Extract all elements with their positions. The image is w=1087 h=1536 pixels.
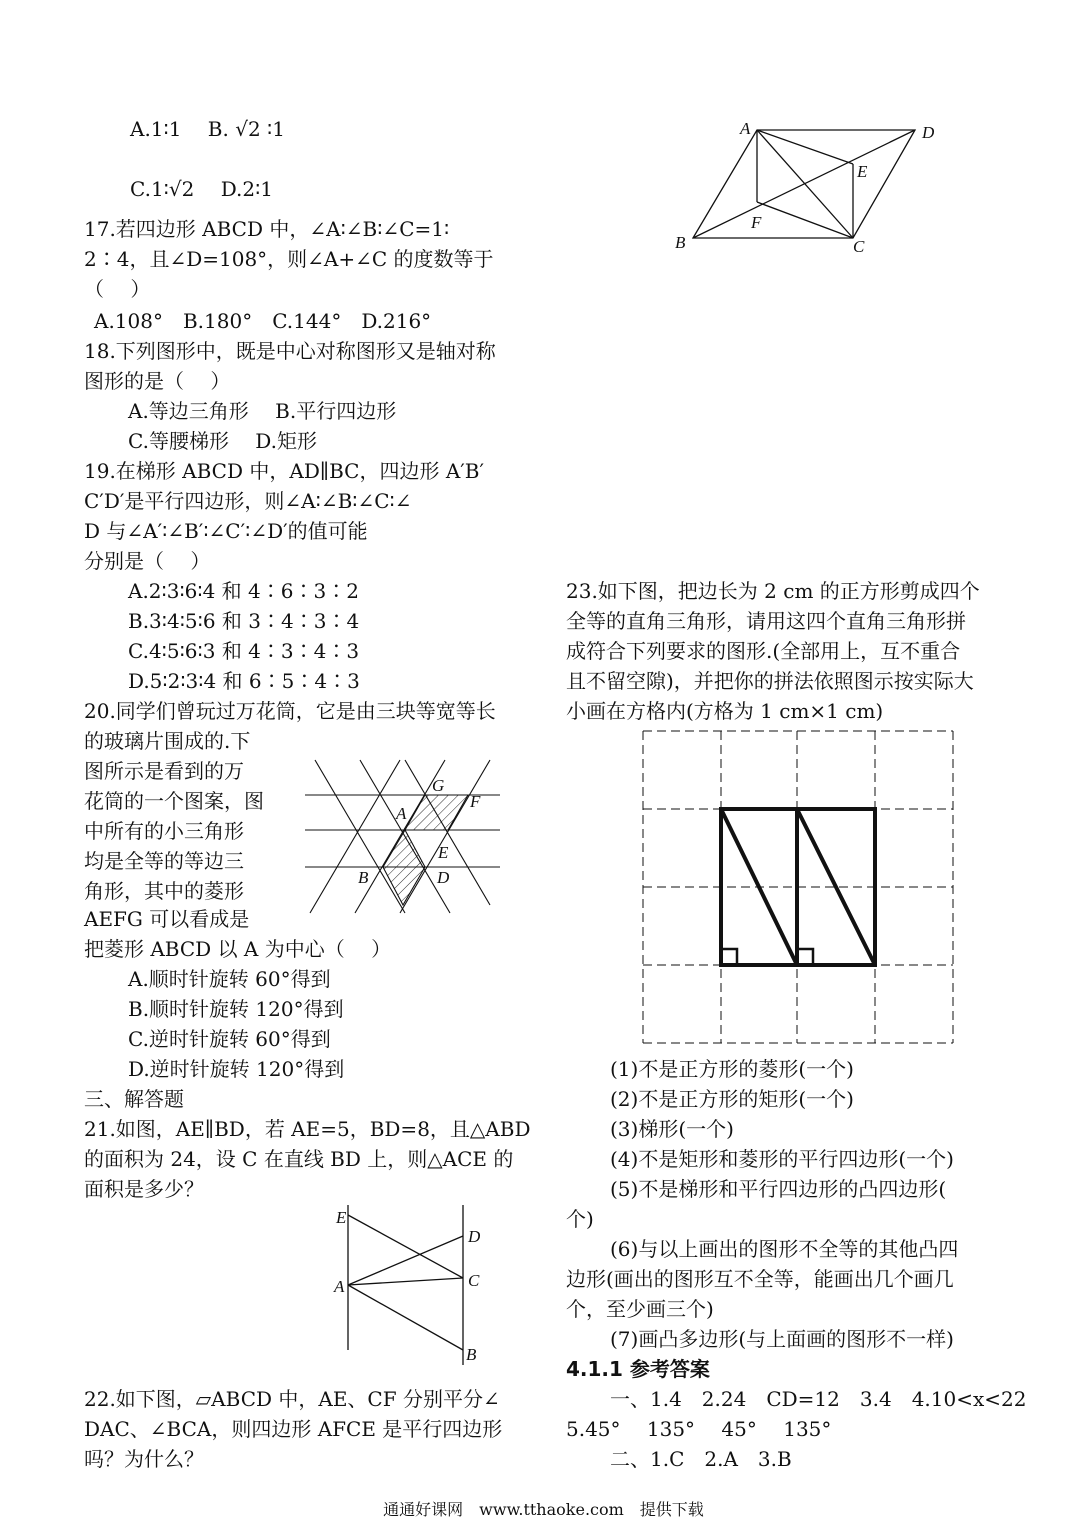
label-d: D bbox=[922, 123, 935, 142]
left-text-line: 22.如下图，▱ABCD 中，AE、CF 分别平分∠ bbox=[84, 1387, 500, 1411]
right-text-line: 小画在方格内(方格为 1 cm×1 cm) bbox=[566, 699, 884, 723]
left-text-line: 2∶4，且∠D=108°，则∠A+∠C 的度数等于 bbox=[84, 247, 494, 271]
left-text-line: 20.同学们曾玩过万花筒，它是由三块等宽等长 bbox=[84, 699, 496, 723]
left-text-line: D.逆时针旋转 120°得到 bbox=[128, 1057, 345, 1081]
right-text-line: (3)梯形(一个) bbox=[610, 1117, 734, 1141]
left-text-line: 17.若四边形 ABCD 中，∠A∶∠B∶∠C=1∶ bbox=[84, 217, 450, 241]
label-b: B bbox=[358, 868, 369, 887]
right-text-line: 全等的直角三角形，请用这四个直角三角形拼 bbox=[566, 609, 966, 633]
label-c: C bbox=[468, 1271, 480, 1290]
right-text-line: 且不留空隙)，并把你的拼法依照图示按实际大 bbox=[566, 669, 974, 693]
right-text-line: 23.如下图，把边长为 2 cm 的正方形剪成四个 bbox=[566, 579, 980, 603]
left-text-line: C.4∶5∶6∶3 和 4∶3∶4∶3 bbox=[128, 639, 360, 663]
left-text-line: AEFG 可以看成是 bbox=[84, 907, 250, 931]
left-text-line: 图形的是（ ） bbox=[84, 369, 231, 393]
left-text-line: C.1∶√2 D.2∶1 bbox=[130, 177, 274, 201]
figure-kaleidoscope bbox=[300, 755, 510, 920]
label-f: F bbox=[470, 792, 481, 811]
label-b: B bbox=[466, 1345, 477, 1364]
label-a: A bbox=[740, 119, 751, 138]
left-text-line: 均是全等的等边三 bbox=[84, 849, 244, 873]
left-text-line: B.3∶4∶5∶6 和 3∶4∶3∶4 bbox=[128, 609, 360, 633]
right-text-line: 二、1.C 2.A 3.B bbox=[610, 1447, 792, 1471]
left-text-line: 19.在梯形 ABCD 中，AD∥BC，四边形 A′B′ bbox=[84, 459, 485, 483]
label-a: A bbox=[334, 1277, 345, 1296]
right-text-line: (5)不是梯形和平行四边形的凸四边形( bbox=[610, 1177, 947, 1201]
left-text-line: B.顺时针旋转 120°得到 bbox=[128, 997, 344, 1021]
left-text-line: C.逆时针旋转 60°得到 bbox=[128, 1027, 331, 1051]
left-text-line: 中所有的小三角形 bbox=[84, 819, 244, 843]
label-e: E bbox=[336, 1208, 347, 1227]
left-text-line: A.108° B.180° C.144° D.216° bbox=[94, 309, 432, 333]
left-text-line: C′D′是平行四边形，则∠A∶∠B∶∠C∶∠ bbox=[84, 489, 412, 513]
right-text-line: (7)画凸多边形(与上面画的图形不一样) bbox=[610, 1327, 954, 1351]
left-text-line: 的面积为 24，设 C 在直线 BD 上，则△ACE 的 bbox=[84, 1147, 514, 1171]
left-text-line: D 与∠A′∶∠B′∶∠C′∶∠D′的值可能 bbox=[84, 519, 368, 543]
figure-q21 bbox=[330, 1200, 500, 1370]
figure-grid-q23 bbox=[635, 725, 965, 1050]
left-text-line: 18.下列图形中，既是中心对称图形又是轴对称 bbox=[84, 339, 496, 363]
left-text-line: 分别是（ ） bbox=[84, 549, 211, 573]
left-text-line: DAC、∠BCA，则四边形 AFCE 是平行四边形 bbox=[84, 1417, 503, 1441]
right-text-line: (6)与以上画出的图形不全等的其他凸四 bbox=[610, 1237, 959, 1261]
footer: 通通好课网 www.tthaoke.com 提供下载 bbox=[383, 1500, 704, 1519]
label-f: F bbox=[751, 213, 762, 232]
left-text-line: A.等边三角形 B.平行四边形 bbox=[128, 399, 397, 423]
left-text-line: A.2∶3∶6∶4 和 4∶6∶3∶2 bbox=[128, 579, 359, 603]
label-d: D bbox=[437, 868, 450, 887]
label-g: G bbox=[432, 776, 445, 795]
label-a: A bbox=[396, 804, 407, 823]
right-text-line: (2)不是正方形的矩形(一个) bbox=[610, 1087, 854, 1111]
left-text-line: D.5∶2∶3∶4 和 6∶5∶4∶3 bbox=[128, 669, 360, 693]
left-text-line: 吗？为什么？ bbox=[84, 1447, 204, 1471]
label-d: D bbox=[468, 1227, 481, 1246]
left-text-line: 的玻璃片围成的.下 bbox=[84, 729, 251, 753]
left-text-line: 把菱形 ABCD 以 A 为中心（ ） bbox=[84, 937, 392, 961]
right-text-line: 一、1.4 2.24 CD=12 3.4 4.10<x<22 bbox=[610, 1387, 1027, 1411]
left-text-line: 花筒的一个图案，图 bbox=[84, 789, 264, 813]
label-e: E bbox=[438, 843, 449, 862]
left-text-line: 三、解答题 bbox=[84, 1087, 184, 1111]
right-text-line: 个) bbox=[566, 1207, 594, 1231]
right-text-line: 4.1.1 参考答案 bbox=[566, 1357, 710, 1381]
left-text-line: C.等腰梯形 D.矩形 bbox=[128, 429, 317, 453]
left-text-line: 21.如图，AE∥BD，若 AE=5，BD=8，且△ABD bbox=[84, 1117, 531, 1141]
label-c: C bbox=[853, 237, 865, 256]
left-text-line: 图所示是看到的万 bbox=[84, 759, 244, 783]
right-text-line: 成符合下列要求的图形.(全部用上，互不重合 bbox=[566, 639, 961, 663]
right-text-line: 边形(画出的图形互不全等，能画出几个画几 bbox=[566, 1267, 954, 1291]
right-text-line: 5.45° 135° 45° 135° bbox=[566, 1417, 832, 1441]
right-text-line: 个，至少画三个) bbox=[566, 1297, 714, 1321]
left-text-line: 面积是多少？ bbox=[84, 1177, 204, 1201]
label-b: B bbox=[675, 233, 686, 252]
figure-parallelogram-abcd bbox=[660, 110, 960, 260]
right-text-line: (1)不是正方形的菱形(一个) bbox=[610, 1057, 854, 1081]
left-text-line: A.1∶1 B. √2 ∶1 bbox=[130, 117, 285, 141]
right-text-line: (4)不是矩形和菱形的平行四边形(一个) bbox=[610, 1147, 954, 1171]
left-text-line: 角形，其中的菱形 bbox=[84, 879, 244, 903]
label-e: E bbox=[857, 162, 868, 181]
left-text-line: （ ） bbox=[84, 277, 151, 301]
left-text-line: A.顺时针旋转 60°得到 bbox=[128, 967, 331, 991]
